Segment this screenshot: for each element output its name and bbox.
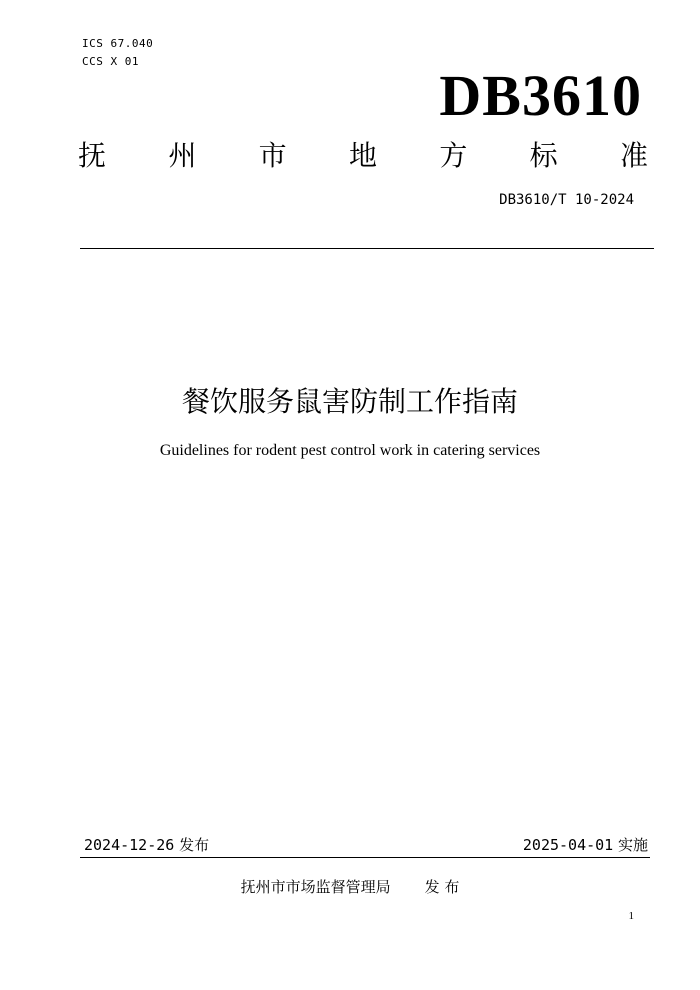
bottom-divider: [80, 857, 650, 858]
implement-date-line: [523, 834, 648, 855]
issue-date-line: [84, 834, 209, 855]
ics-code: ICS 67.040: [82, 37, 154, 50]
issue-label: 发布: [179, 836, 210, 854]
standard-number: DB3610/T 10-2024: [499, 192, 634, 208]
issuer-line: [0, 876, 700, 897]
implement-label: 实施: [617, 836, 648, 854]
standard-type-char: 准: [619, 139, 648, 172]
standard-type-char: 市: [258, 139, 287, 172]
ccs-code: CCS X 01: [82, 55, 139, 68]
standard-type-char: 地: [348, 139, 377, 172]
standard-type-char: 方: [439, 139, 468, 172]
standard-type-name: [78, 134, 648, 174]
document-title-english: Guidelines for rodent pest control work in catering services: [159, 442, 541, 459]
issue-date: 2024-12-26: [84, 836, 175, 854]
standard-type-char: 标: [529, 139, 558, 172]
issuer-action: 发 布: [424, 878, 460, 896]
standard-type-char: 抚: [78, 139, 107, 172]
issuer-name: 抚州市市场监督管理局: [240, 878, 391, 896]
page-number: 1: [628, 910, 634, 922]
implement-date: 2025-04-01: [522, 836, 614, 854]
document-title-chinese: 餐饮服务鼠害防制工作指南: [181, 385, 518, 418]
top-divider: [80, 248, 654, 249]
standard-code-logo: DB3610: [439, 63, 642, 128]
standard-type-char: 州: [168, 139, 197, 172]
